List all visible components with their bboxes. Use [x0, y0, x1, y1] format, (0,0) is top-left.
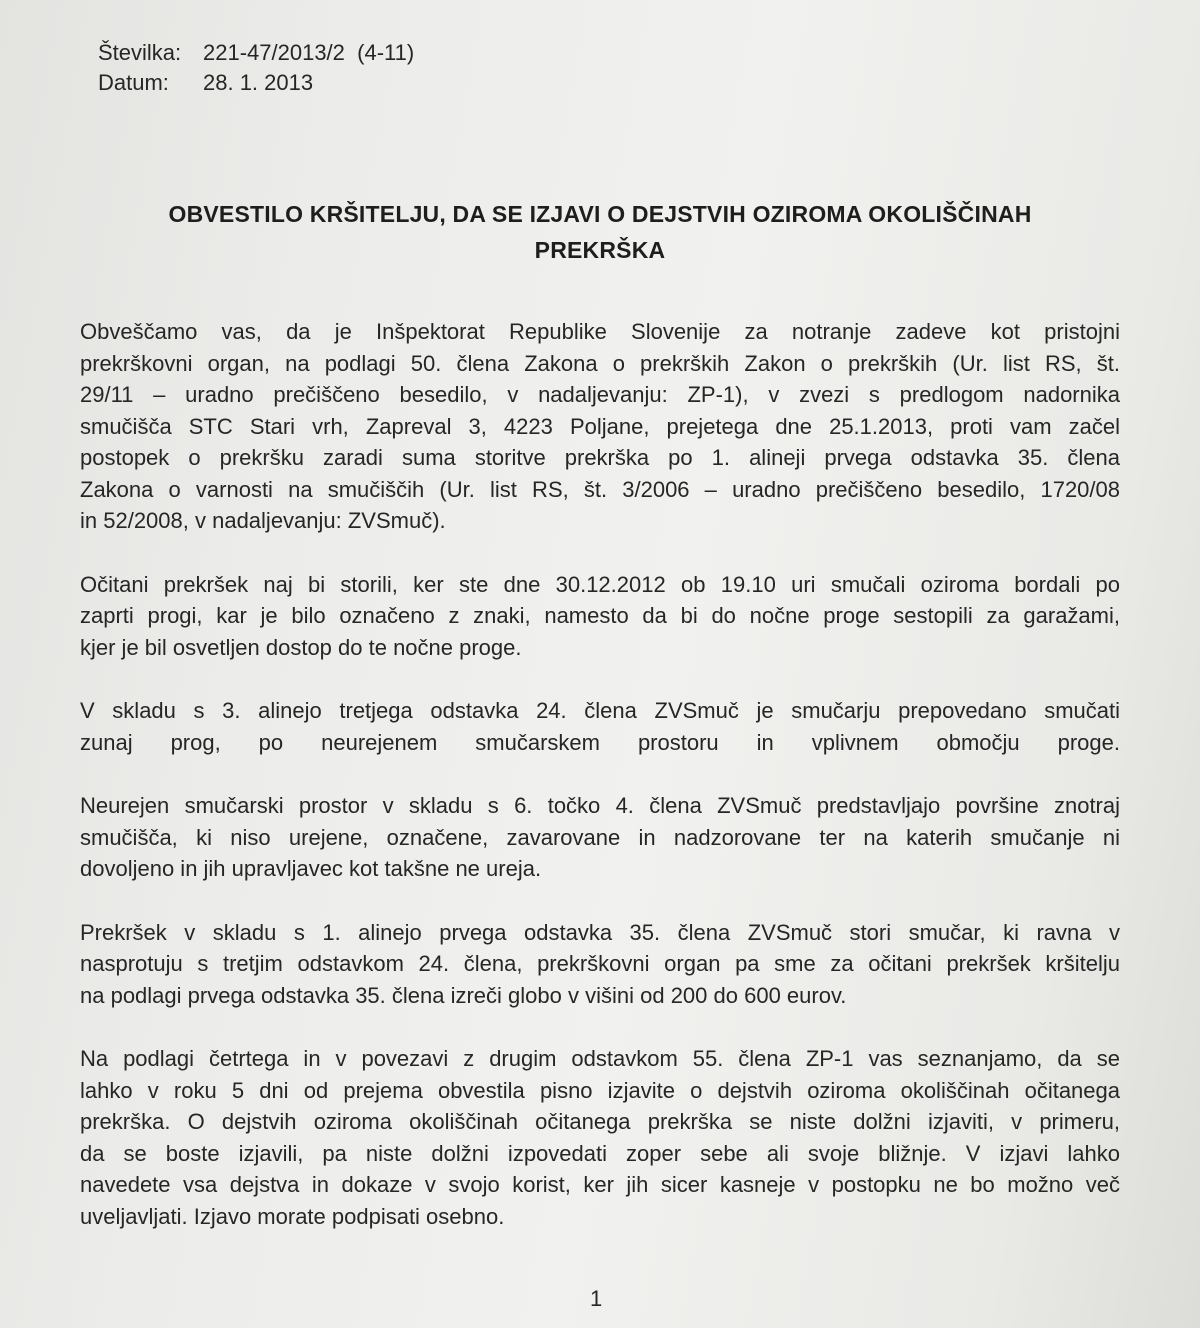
- paragraph-line: prekrška. O dejstvih oziroma okoliščinah očitanega prekrška se niste dolžni izjaviti, v primeru,: [80, 1109, 1120, 1134]
- paragraph-line: dovoljeno in jih upravljavec kot takšne ne ureja.: [80, 856, 542, 881]
- paragraph-line: nasprotuju s tretjim odstavkom 24. člena, prekrškovni organ pa sme za očitani prekršek kršitelju: [80, 951, 1120, 976]
- paragraph-definition: [80, 790, 1120, 885]
- paragraph-line: uveljavljati. Izjavo morate podpisati osebno.: [80, 1203, 505, 1229]
- paragraph-line: 29/11 – uradno prečiščeno besedilo, v nadaljevanju: ZP-1), v zvezi s predlogom nadornika: [80, 382, 1120, 407]
- document-number-value: 221-47/2013/2 (4-11): [203, 40, 415, 65]
- paragraph-statement-rights: [80, 1043, 1120, 1232]
- document-date-label: Datum:: [98, 70, 169, 95]
- title-line-2: PREKRŠKA: [534, 237, 666, 263]
- paragraph-notice: [80, 316, 1120, 537]
- page-number: 1: [590, 1286, 603, 1311]
- title-line-1: OBVESTILO KRŠITELJU, DA SE IZJAVI O DEJSTVIH OZIROMA OKOLIŠČINAH: [168, 201, 1032, 227]
- paragraph-line: da se boste izjavili, pa niste dolžni izpovedati zoper sebe ali svoje bližnje. V izjavi lahko: [80, 1140, 1120, 1166]
- document-date-row: [98, 68, 414, 98]
- paragraph-line: Zakona o varnosti na smučiščih (Ur. list RS, št. 3/2006 – uradno prečiščeno besedilo, 1720/08: [80, 476, 1120, 502]
- paragraph-line: smučišča STC Stari vrh, Zapreval 3, 4223 Poljane, prejetega dne 25.1.2013, proti vam začel: [80, 413, 1120, 439]
- paragraph-line: lahko v roku 5 dni od prejema obvestila pisno izjavite o dejstvih oziroma okoliščinah očitanega: [80, 1077, 1120, 1103]
- paragraph-line: zunaj prog, po neurejenem smučarskem prostoru in vplivnem območju proge.: [80, 729, 1120, 755]
- paragraph-line: Na podlagi četrtega in v povezavi z drugim odstavkom 55. člena ZP-1 vas seznanjamo, da se: [80, 1046, 1120, 1071]
- paragraph-rule: [80, 695, 1120, 758]
- paragraph-line: Neurejen smučarski prostor v skladu s 6. točko 4. člena ZVSmuč predstavljajo površine znotraj: [80, 793, 1120, 818]
- paragraph-line: prekrškovni organ, na podlagi 50. člena Zakona o prekrških Zakon o prekrških (Ur. list RS, št.: [80, 350, 1120, 376]
- paragraph-line: Prekršek v skladu s 1. alinejo prvega odstavka 35. člena ZVSmuč stori smučar, ki ravna v: [80, 919, 1120, 945]
- document-title: [120, 196, 1080, 268]
- paragraph-line: zaprti progi, kar je bilo označeno z znaki, namesto da bi do nočne proge sestopili za garažami,: [80, 603, 1120, 628]
- paragraph-line: navedete vsa dejstva in dokaze v svojo korist, ker jih sicer kasneje v postopku ne bo možno več: [80, 1172, 1120, 1197]
- paragraph-line: in 52/2008, v nadaljevanju: ZVSmuč).: [80, 508, 446, 533]
- document-date-value: 28. 1. 2013: [203, 70, 314, 95]
- paragraph-line: postopek o prekršku zaradi suma storitve prekrška po 1. alineji prvega odstavka 35. člena: [80, 445, 1120, 470]
- paragraph-line: kjer je bil osvetljen dostop do te nočne proge.: [80, 634, 522, 660]
- paragraph-line: Očitani prekršek naj bi storili, ker ste dne 30.12.2012 ob 19.10 uri smučali oziroma bordali po: [80, 571, 1120, 597]
- document-header: [98, 38, 414, 98]
- paragraph-offence: [80, 569, 1120, 664]
- document-number-row: [98, 38, 414, 68]
- document-number-label: Številka:: [98, 40, 182, 65]
- paragraph-line: na podlagi prvega odstavka 35. člena izreči globo v višini od 200 do 600 eurov.: [80, 982, 847, 1008]
- document-body: [80, 316, 1120, 1264]
- paragraph-line: V skladu s 3. alinejo tretjega odstavka 24. člena ZVSmuč je smučarju prepovedano smučati: [80, 698, 1120, 723]
- paragraph-penalty: [80, 917, 1120, 1012]
- paragraph-line: Obveščamo vas, da je Inšpektorat Republike Slovenije za notranje zadeve kot pristojni: [80, 319, 1120, 344]
- paragraph-line: smučišča, ki niso urejene, označene, zavarovane in nadzorovane ter na katerih smučanje ni: [80, 824, 1120, 850]
